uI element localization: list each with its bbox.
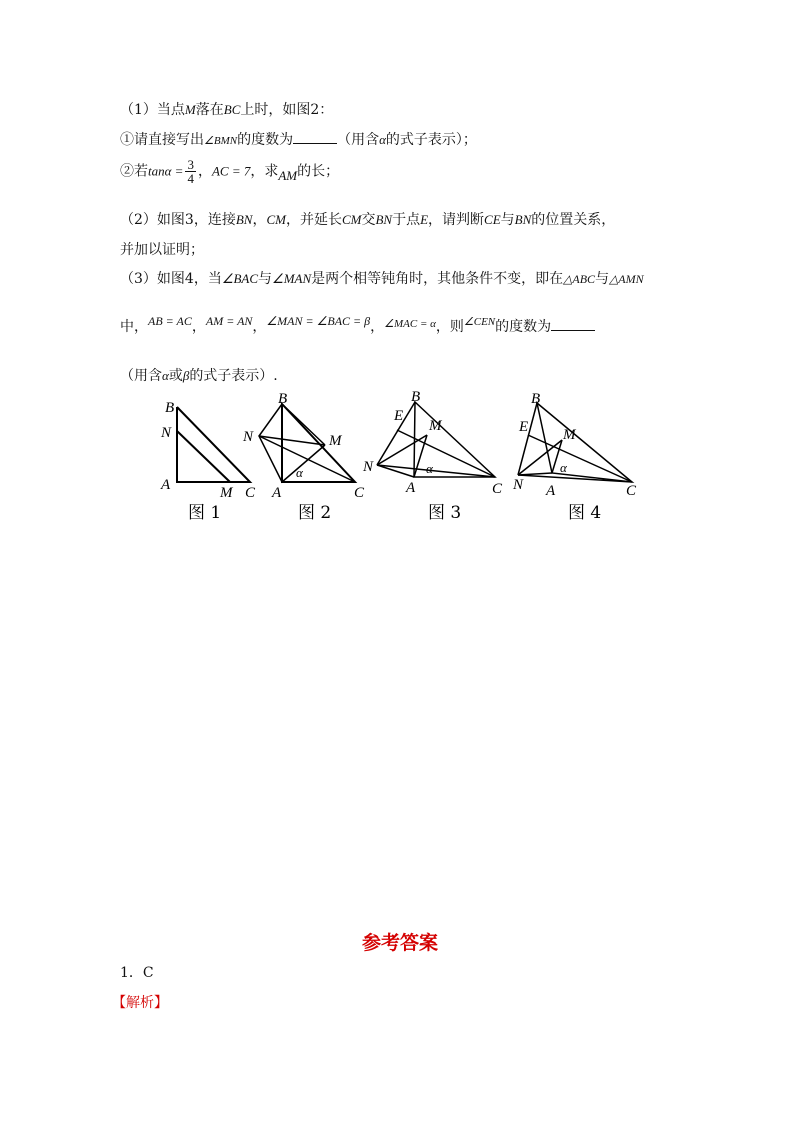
question-2-line: （2）如图3，连接BN，CM，并延长CM交BN于点E，请判断CE与BN的位置关系， xyxy=(120,212,616,228)
question-1a-line: ①请直接写出∠BMN的度数为 （用含α的式子表示）； xyxy=(120,132,477,148)
fig2-triangle-abc xyxy=(282,404,355,482)
fig3-label-b: B xyxy=(411,389,421,405)
fig3-label-m: M xyxy=(429,418,442,434)
fig1-label-c: C xyxy=(245,485,256,501)
fig4-label-c: C xyxy=(626,483,637,499)
fig4-label-m: M xyxy=(563,427,576,443)
fig1-caption: 图 1 xyxy=(188,503,222,523)
fig2-label-c: C xyxy=(354,485,365,501)
fig1-label-m: M xyxy=(220,485,233,501)
fig2-caption: 图 2 xyxy=(298,503,332,523)
fig1-segment-nm xyxy=(177,431,230,482)
fig3-label-a: A xyxy=(406,480,416,496)
fig4-segment-bn xyxy=(518,403,537,475)
figure-3 xyxy=(362,389,503,523)
question-1-line: （1）当点M落在BC上时，如图2： xyxy=(120,102,334,118)
fraction-three-quarters: $\frac{3}{4}$ xyxy=(187,157,194,186)
fig3-label-n: N xyxy=(363,459,374,475)
question-3-line: （3）如图4，当∠BAC与∠MAN是两个相等钝角时，其他条件不变，即在△ABC与△AMN xyxy=(120,271,644,287)
fig1-label-a: A xyxy=(161,477,171,493)
fig4-caption: 图 4 xyxy=(568,503,602,523)
figure-2 xyxy=(242,391,365,523)
fig4-label-a: A xyxy=(546,483,556,499)
fig2-label-b: B xyxy=(278,391,288,407)
geometry-figures xyxy=(150,385,650,525)
fig1-triangle xyxy=(177,407,250,482)
figure-1 xyxy=(160,400,256,523)
fig4-label-e: E xyxy=(519,419,529,435)
fig1-label-n: N xyxy=(161,425,172,441)
fig2-label-alpha: α xyxy=(296,465,303,480)
question-3-line-2: 中，AB = AC，AM = AN，∠MAN = ∠BAC = β，$^{\angle MAC = \alpha}$，则$^{\angle CEN}$的度数为 xyxy=(120,318,595,337)
fig2-label-a: A xyxy=(272,485,282,501)
fig3-label-c: C xyxy=(492,481,503,497)
fig3-label-alpha: α xyxy=(426,461,433,476)
fig4-segment-nm xyxy=(518,440,562,475)
analysis-label: 【解析】 xyxy=(112,995,168,1011)
question-3-line-3: （用含α或β的式子表示）. xyxy=(120,368,278,384)
answer-item-1: 1．C xyxy=(120,965,154,981)
question-1b-line: ②若tanα = $\frac{3}{4}$ ，AC = 7，求AM的长； xyxy=(120,157,340,186)
fig2-label-n: N xyxy=(243,429,254,445)
figure-4 xyxy=(512,391,637,523)
fig3-label-e: E xyxy=(394,408,404,424)
fig3-segment-ce xyxy=(397,430,495,477)
fig4-segment-ce xyxy=(528,435,632,482)
answer-blank xyxy=(293,131,337,144)
question-2-line-2: 并加以证明； xyxy=(120,242,204,258)
answers-title: 参考答案 xyxy=(361,932,438,954)
answer-blank-3 xyxy=(551,318,595,331)
fig4-triangle-abc xyxy=(537,403,632,482)
fig2-label-m: M xyxy=(329,433,342,449)
fig4-label-n: N xyxy=(513,477,524,493)
fig4-label-b: B xyxy=(531,391,541,407)
fig2-segment-bm xyxy=(282,404,325,445)
fig1-label-b: B xyxy=(165,400,175,416)
fig3-caption: 图 3 xyxy=(428,503,462,523)
fig4-label-alpha: α xyxy=(560,460,567,475)
